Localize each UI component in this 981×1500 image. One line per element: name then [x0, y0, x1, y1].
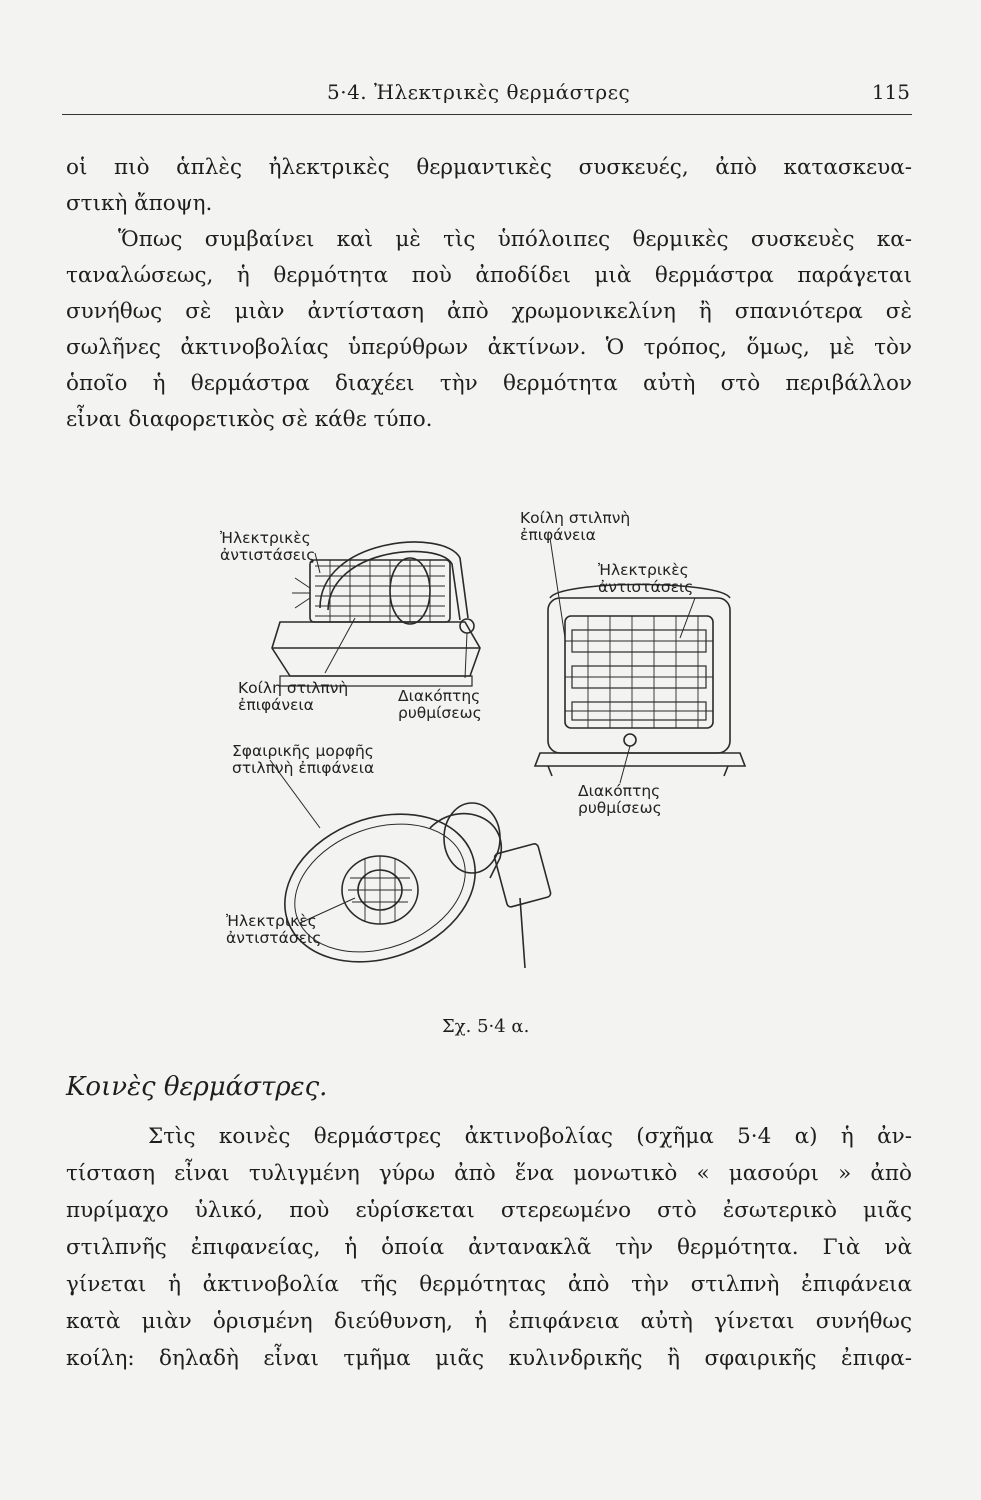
page-header — [62, 74, 912, 114]
label-heater1-switch: Διακόπτης ρυθμίσεως — [398, 687, 482, 722]
text-line: σωλῆνες ἀκτινοβολίας ὑπερύθρων ἀκτίνων. Ὁ τρόπος, ὅμως, μὲ τὸν — [66, 335, 912, 360]
text-line: πυρίμαχο ὑλικό, ποὺ εὑρίσκεται στερεωμένο στὸ ἐσωτερικὸ μιᾶς — [66, 1198, 912, 1223]
header-rule — [62, 114, 912, 115]
text-line: Ὅπως συμβαίνει καὶ μὲ τὶς ὑπόλοιπες θερμικὲς συσκευὲς κα- — [118, 227, 912, 252]
text-line: εἶναι διαφορετικὸς σὲ κάθε τύπο. — [66, 407, 433, 432]
section-heading: Κοινὲς θερμάστρες. — [66, 1072, 328, 1102]
text-line: ταναλώσεως, ἡ θερμότητα ποὺ ἀποδίδει μιὰ θερμάστρα παράγεται — [66, 263, 912, 288]
section-title: 5·4. Ἠλεκτρικὲς θερμάστρες — [327, 80, 631, 104]
heater-spherical-drawing — [264, 789, 551, 988]
label-heater1-surface: Κοίλη στιλπνὴ ἐπιφάνεια — [238, 679, 349, 714]
label-heater2-surface: Κοίλη στιλπνὴ ἐπιφάνεια — [520, 509, 631, 544]
page-number: 115 — [871, 80, 910, 104]
label-heater3-surface: Σφαιρικῆς μορφῆς στιλπνὴ ἐπιφάνεια — [232, 742, 375, 777]
text-line: ὁποῖο ἡ θερμάστρα διαχέει τὴν θερμότητα αὐτὴ στὸ περιβάλλον — [66, 371, 912, 396]
paragraph-common-heaters — [66, 1118, 912, 1377]
text-line: συνήθως σὲ μιὰν ἀντίσταση ἀπὸ χρωμονικελίνη ἢ σπανιότερα σὲ — [66, 299, 912, 324]
figure-caption: Σχ. 5·4 α. — [442, 1016, 530, 1037]
label-heater2-resistances: Ἠλεκτρικὲς ἀντιστάσεις — [598, 561, 694, 596]
text-line: οἱ πιὸ ἁπλὲς ἠλεκτρικὲς θερμαντικὲς συσκευές, ἀπὸ κατασκευα- — [66, 155, 912, 180]
text-line: γίνεται ἡ ἀκτινοβολία τῆς θερμότητας ἀπὸ τὴν στιλπνὴ ἐπιφάνεια — [66, 1272, 912, 1297]
text-line: κατὰ μιὰν ὁρισμένη διεύθυνση, ἡ ἐπιφάνεια αὐτὴ γίνεται συνήθως — [66, 1309, 912, 1334]
label-heater3-resistances: Ἠλεκτρικὲς ἀντιστάσεις — [226, 912, 322, 947]
text-line: στιλπνῆς ἐπιφανείας, ἡ ὁποία ἀντανακλᾶ τὴν θερμότητα. Γιὰ νὰ — [66, 1235, 912, 1260]
text-line: Στὶς κοινὲς θερμάστρες ἀκτινοβολίας (σχῆμα 5·4 α) ἡ ἀν- — [148, 1124, 912, 1149]
label-heater2-switch: Διακόπτης ρυθμίσεως — [578, 782, 662, 817]
text-line: στικὴ ἄποψη. — [66, 191, 213, 216]
label-heater1-resistances: Ἠλεκτρικὲς ἀντιστάσεις — [220, 529, 316, 564]
figure-heaters — [180, 498, 755, 1063]
paragraph-intro — [66, 150, 912, 438]
heater-cabinet-drawing — [535, 585, 745, 777]
text-line: τίσταση εἶναι τυλιγμένη γύρω ἀπὸ ἕνα μονωτικὸ « μασούρι » ἀπὸ — [66, 1161, 912, 1186]
text-line: κοίλη: δηλαδὴ εἶναι τμῆμα μιᾶς κυλινδρικῆς ἢ σφαιρικῆς ἐπιφα- — [66, 1346, 912, 1371]
